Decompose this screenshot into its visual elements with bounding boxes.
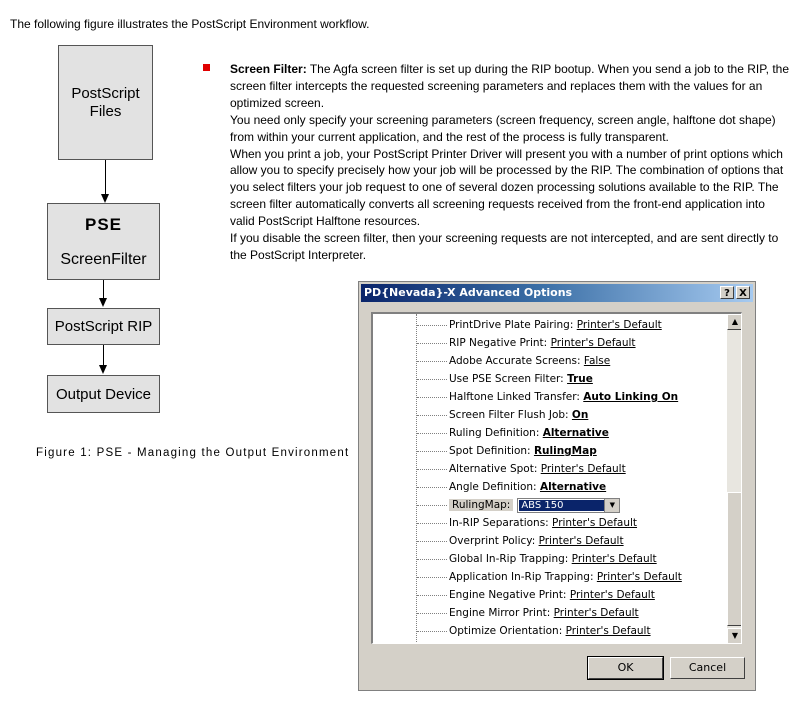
tree-branch-line [417,397,447,398]
tree-branch-line [417,631,447,632]
option-row[interactable] [417,406,588,424]
pse-screenfilter-box [47,203,160,280]
option-row[interactable] [417,586,655,604]
arrow-head-icon [101,194,109,203]
option-value-link[interactable]: True [567,373,593,385]
option-label: RIP Negative Print: [449,337,548,349]
postscript-files-line2: Files [89,102,122,120]
option-row[interactable] [417,496,620,514]
option-row[interactable] [417,514,637,532]
option-label: Use PSE Screen Filter: [449,373,564,385]
arrow-rip-to-output [103,345,104,366]
option-row[interactable] [417,622,651,640]
option-value-link[interactable]: On [571,409,589,421]
arrow-head-icon [99,298,107,307]
paragraph-3: When you print a job, your PostScript Printer Driver will present you with a number of print options which allow you to specify precisely how your job will be processed by the RIP. The combination of options that you select filters your job request to one of several dozen processing solutions available to the RIP. The screen filter automatically converts all screening requests received from the front-end application into valid PostScript Halftone resources. [230,146,784,229]
pse-subtitle: ScreenFilter [60,250,147,268]
option-value-link[interactable]: Printer's Default [576,319,662,331]
option-value-link[interactable]: Alternative [539,481,607,493]
option-value-link[interactable]: Auto Linking On [583,391,679,403]
bullet-square-icon [203,64,210,71]
option-value-link[interactable]: Printer's Default [552,517,638,529]
option-label: Overprint Policy: [449,535,536,547]
scroll-down-arrow-icon[interactable]: ▼ [727,628,742,644]
tree-branch-line [417,487,447,488]
paragraph-1 [230,61,790,112]
option-label: Engine Mirror Print: [449,607,551,619]
option-label: RulingMap: [449,499,513,511]
chevron-down-icon[interactable]: ▼ [604,499,619,512]
dialog-titlebar[interactable] [361,284,753,302]
tree-branch-line [417,361,447,362]
option-label: Global In-Rip Trapping: [449,553,569,565]
tree-branch-line [417,343,447,344]
paragraph-2: You need only specify your screening parameters (screen frequency, screen angle, halftone dot shape) from within your current application, and the rest of the process is fully transparent. [230,112,776,144]
option-label: Screen Filter Flush Job: [449,409,569,421]
option-label: Spot Definition: [449,445,531,457]
option-row[interactable] [417,478,606,496]
postscript-rip-box: PostScript RIP [47,308,160,345]
option-value-link[interactable]: Printer's Default [550,337,636,349]
tree-branch-line [417,505,447,506]
tree-branch-line [417,415,447,416]
scroll-thumb[interactable] [727,492,742,626]
intro-text: The following figure illustrates the PostScript Environment workflow. [10,17,370,31]
option-label: Ruling Definition: [449,427,540,439]
rulingmap-selected-value: ABS 150 [519,500,604,511]
option-row[interactable] [417,352,610,370]
option-row[interactable] [417,388,678,406]
tree-branch-line [417,613,447,614]
option-label: Adobe Accurate Screens: [449,355,581,367]
figure-caption: Figure 1: PSE - Managing the Output Environment [36,447,350,459]
tree-branch-line [417,559,447,560]
arrow-head-icon [99,365,107,374]
help-button[interactable]: ? [720,286,734,299]
option-row[interactable] [417,460,626,478]
paragraph-4: If you disable the screen filter, then your screening requests are not intercepted, and are sent directly to the PostScript Interpreter. [230,231,779,262]
option-value-link[interactable]: Printer's Default [565,625,651,637]
option-label: PrintDrive Plate Pairing: [449,319,574,331]
output-device-box: Output Device [47,375,160,413]
option-value-link[interactable]: Printer's Default [538,535,624,547]
option-label: Angle Definition: [449,481,537,493]
option-label: Engine Negative Print: [449,589,567,601]
ok-button[interactable]: OK [588,657,663,679]
option-value-link[interactable]: Printer's Default [553,607,639,619]
option-row[interactable] [417,442,597,460]
option-value-link[interactable]: Printer's Default [569,589,655,601]
tree-branch-line [417,433,447,434]
tree-branch-line [417,595,447,596]
tree-branch-line [417,523,447,524]
option-label: Alternative Spot: [449,463,538,475]
close-button[interactable]: X [736,286,750,299]
option-row[interactable] [417,316,662,334]
arrow-files-to-pse [105,160,106,195]
dialog-title: PD{Nevada}-X Advanced Options [364,286,573,299]
options-tree-list[interactable] [371,312,742,644]
option-row[interactable] [417,424,609,442]
rulingmap-dropdown[interactable] [517,498,620,513]
option-label: Application In-Rip Trapping: [449,571,594,583]
screen-filter-description [230,61,790,264]
cancel-button[interactable]: Cancel [670,657,745,679]
advanced-options-dialog [358,281,756,691]
screen-filter-heading: Screen Filter: [230,62,307,76]
tree-branch-line [417,451,447,452]
option-value-link[interactable]: RulingMap [533,445,597,457]
tree-branch-line [417,577,447,578]
arrow-pse-to-rip [103,280,104,299]
option-label: Halftone Linked Transfer: [449,391,580,403]
option-value-link[interactable]: Printer's Default [540,463,626,475]
option-row[interactable] [417,568,682,586]
postscript-files-box [58,45,153,160]
option-row[interactable] [417,334,636,352]
option-label: In-RIP Separations: [449,517,549,529]
tree-branch-line [417,469,447,470]
tree-branch-line [417,325,447,326]
scroll-up-arrow-icon[interactable]: ▲ [727,314,742,330]
option-value-link[interactable]: False [583,355,611,367]
option-row[interactable] [417,532,624,550]
option-value-link[interactable]: Alternative [542,427,609,439]
option-value-link[interactable]: Printer's Default [596,571,682,583]
pse-title: PSE [84,214,123,234]
tree-branch-line [417,379,447,380]
option-row[interactable] [417,604,639,622]
paragraph-1-text: The Agfa screen filter is set up during the RIP bootup. When you send a job to the RIP, the screen filter intercepts the requested screening parameters and replaces them with the values for an optimized screen. [230,62,790,110]
option-label: Optimize Orientation: [449,625,563,637]
option-row[interactable] [417,550,657,568]
vertical-scrollbar[interactable] [727,314,742,644]
tree-branch-line [417,541,447,542]
option-row[interactable] [417,370,593,388]
postscript-files-line1: PostScript [71,84,140,102]
option-value-link[interactable]: Printer's Default [571,553,657,565]
